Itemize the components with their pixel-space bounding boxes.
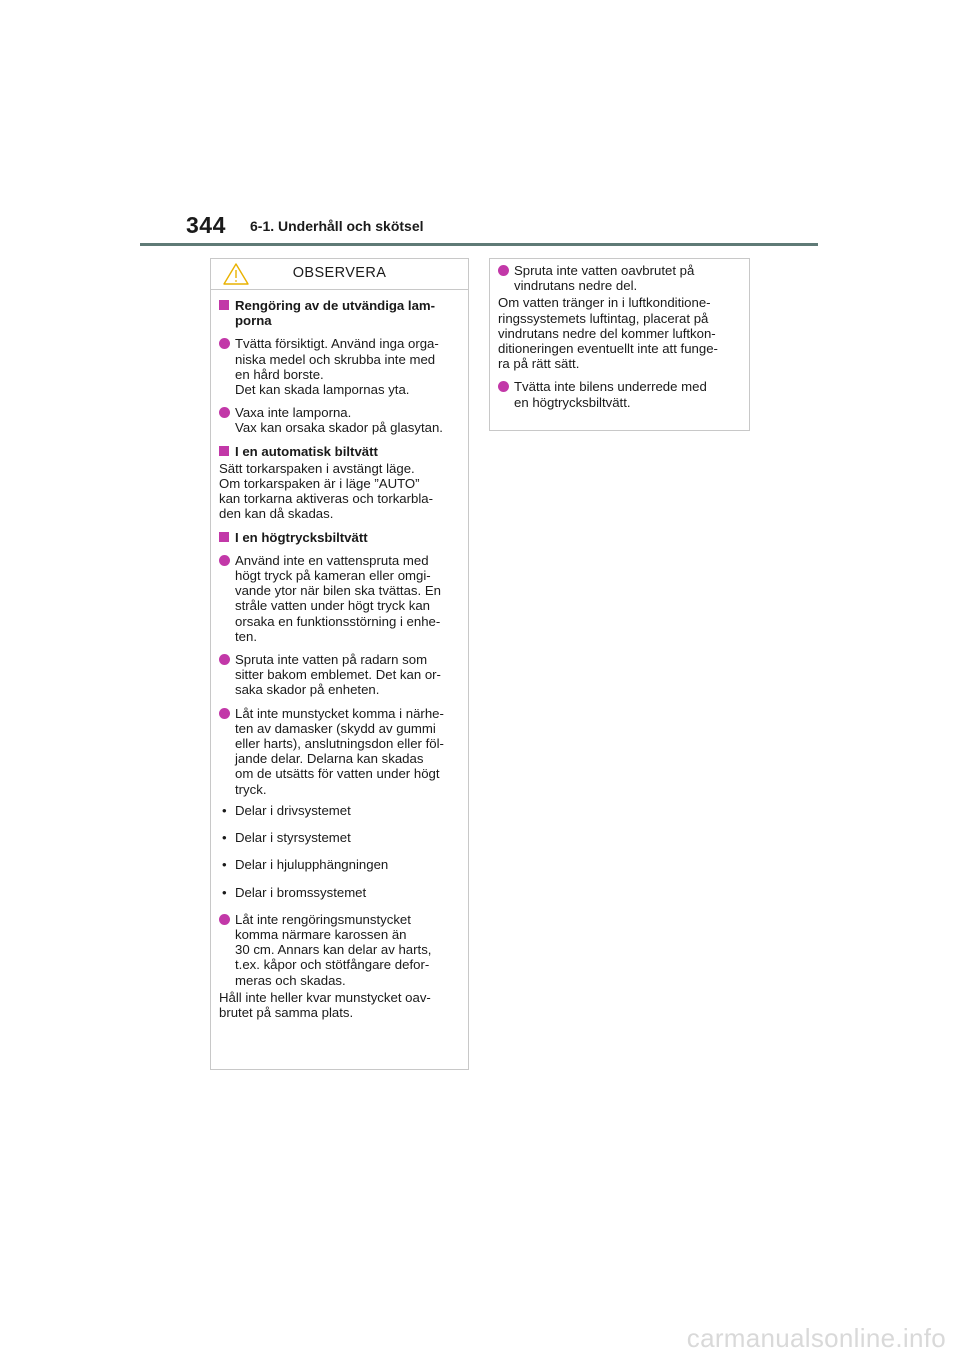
caution-header	[211, 259, 468, 290]
square-bullet-icon	[219, 300, 229, 310]
circle-bullet-icon	[498, 265, 509, 276]
warning-triangle-icon	[223, 263, 249, 285]
circle-bullet-icon	[219, 407, 230, 418]
page-number: 344	[186, 212, 226, 238]
watermark-brand: carmanualsonline.info	[686, 1323, 946, 1353]
bullet-underbody: Tvätta inte bilens underrede med en högtrycksbiltvätt.	[498, 379, 739, 409]
circle-bullet-icon	[498, 381, 509, 392]
header-rule	[140, 243, 818, 246]
bullet-nozzle-near: Låt inte munstycket komma i närhe- ten av damasker (skydd av gummi eller harts), anslutningsdon eller föl- jande delar. Delarna kan skadas om de utsätts för vatten under högt tryck.	[219, 706, 458, 797]
circle-bullet-icon	[219, 914, 230, 925]
circle-bullet-icon	[219, 708, 230, 719]
paragraph-nozzle-hold: Håll inte heller kvar munstycket oav- brutet på samma plats.	[219, 989, 431, 1020]
list-item: • Delar i styrsystemet	[222, 830, 351, 846]
bullet-wash-carefully: Tvätta försiktigt. Använd inga orga- niska medel och skrubba inte med en hård borste. Det kan skada lampornas yta.	[219, 336, 458, 397]
section-title: 6-1. Underhåll och skötsel	[250, 218, 424, 234]
bullet-nozzle-distance: Låt inte rengöringsmunstycket komma närmare karossen än 30 cm. Annars kan delar av harts, t.ex. kåpor och stötfångare defor- meras och skadas.	[219, 912, 458, 988]
heading-automatic-wash: I en automatisk biltvätt	[219, 444, 458, 459]
list-item: • Delar i hjulupphängningen	[222, 857, 389, 873]
square-bullet-icon	[219, 532, 229, 542]
heading-exterior-lamps: Rengöring av de utvändiga lam- porna	[219, 298, 458, 328]
list-item: • Delar i drivsystemet	[222, 802, 351, 818]
bullet-radar: Spruta inte vatten på radarn som sitter bakom emblemet. Det kan or- saka skador på enheten.	[219, 652, 458, 698]
square-bullet-icon	[219, 446, 229, 456]
paragraph-wiper-lever: Sätt torkarspaken i avstängt läge. Om torkarspaken är i läge ”AUTO” kan torkarna aktiveras och torkarbla- den kan då skadas.	[219, 460, 434, 522]
list-item: • Delar i bromssystemet	[222, 884, 367, 900]
caution-box-left	[210, 258, 469, 1070]
bullet-no-wax: Vaxa inte lamporna. Vax kan orsaka skador på glasytan.	[219, 405, 458, 435]
circle-bullet-icon	[219, 654, 230, 665]
bullet-windshield: Spruta inte vatten oavbrutet på vindrutans nedre del.	[498, 263, 739, 293]
caution-box-right	[489, 258, 750, 431]
paragraph-air-intake: Om vatten tränger in i luftkonditione- ringssystemets luftintag, placerat på vindrutans nedre del kommer luftkon- ditioneringen eventuellt inte att funge- ra på rätt sätt.	[498, 295, 718, 372]
circle-bullet-icon	[219, 555, 230, 566]
circle-bullet-icon	[219, 338, 230, 349]
heading-high-pressure-wash: I en högtrycksbiltvätt	[219, 530, 458, 545]
caution-title: OBSERVERA	[292, 265, 387, 282]
bullet-camera: Använd inte en vattenspruta med högt tryck på kameran eller omgi- vande ytor när bilen ska tvättas. En stråle vatten under högt tryck kan orsaka en funktionsstörning i enhe- ten.	[219, 553, 458, 644]
